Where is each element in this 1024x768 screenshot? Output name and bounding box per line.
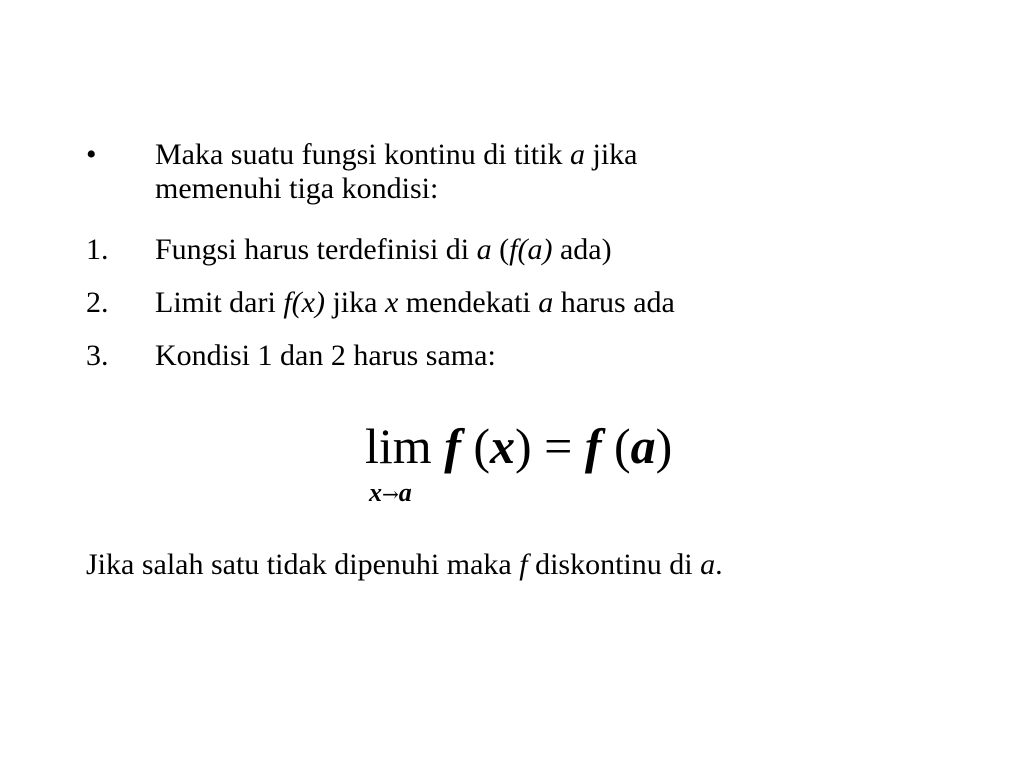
bullet-var-a: a: [569, 138, 585, 171]
subscript-x: x: [369, 478, 382, 507]
formula-equals: =: [531, 418, 585, 474]
condition-number: 3.: [86, 339, 109, 372]
condition-number: 1.: [86, 233, 109, 266]
condition-var: x: [384, 286, 399, 319]
lim-operator: lim: [365, 418, 432, 474]
limit-formula: [365, 418, 785, 518]
formula-a: a: [630, 418, 656, 474]
closing-var-a: a: [700, 548, 716, 581]
condition-text-part: Kondisi 1 dan 2 harus sama:: [155, 339, 496, 372]
condition-text-part: jika: [324, 286, 385, 319]
formula-x: x: [490, 418, 515, 474]
condition-text: [155, 286, 955, 320]
bullet-marker: •: [86, 138, 97, 171]
condition-number: 2.: [86, 286, 109, 319]
bullet-text-part: Maka suatu fungsi kontinu di titik: [155, 138, 570, 171]
condition-text-part: Limit dari: [155, 286, 284, 319]
formula-main: [365, 418, 672, 474]
formula-paren: ): [515, 418, 532, 474]
closing-text-part: diskontinu di: [527, 548, 701, 581]
condition-var: f(x): [283, 286, 325, 319]
condition-text: [155, 339, 955, 373]
formula-paren: (: [601, 418, 631, 474]
closing-period: .: [715, 548, 723, 581]
arrow-icon: →: [382, 482, 399, 506]
subscript-a: a: [398, 478, 412, 507]
formula-paren: (: [460, 418, 490, 474]
condition-text-part: (: [491, 233, 510, 266]
condition-text-part: mendekati: [398, 286, 539, 319]
closing-var-f: f: [519, 548, 528, 581]
formula-f-left: f: [444, 418, 461, 474]
closing-text-part: Jika salah satu tidak dipenuhi maka: [86, 548, 520, 581]
condition-text-part: Fungsi harus terdefinisi di: [155, 233, 477, 266]
condition-var: a: [476, 233, 492, 266]
formula-paren: ): [655, 418, 673, 474]
condition-text-part: ada): [552, 233, 612, 266]
condition-var: a: [538, 286, 554, 319]
closing-sentence: [86, 548, 723, 582]
condition-text-part: harus ada: [553, 286, 675, 319]
condition-var: f(a): [509, 233, 553, 266]
condition-text: [155, 233, 955, 267]
bullet-text-part: jika: [584, 138, 638, 171]
bullet-text: [155, 138, 955, 206]
bullet-text-line-2: memenuhi tiga kondisi:: [155, 172, 439, 205]
formula-f-right: f: [584, 418, 602, 474]
formula-subscript: [369, 478, 412, 509]
